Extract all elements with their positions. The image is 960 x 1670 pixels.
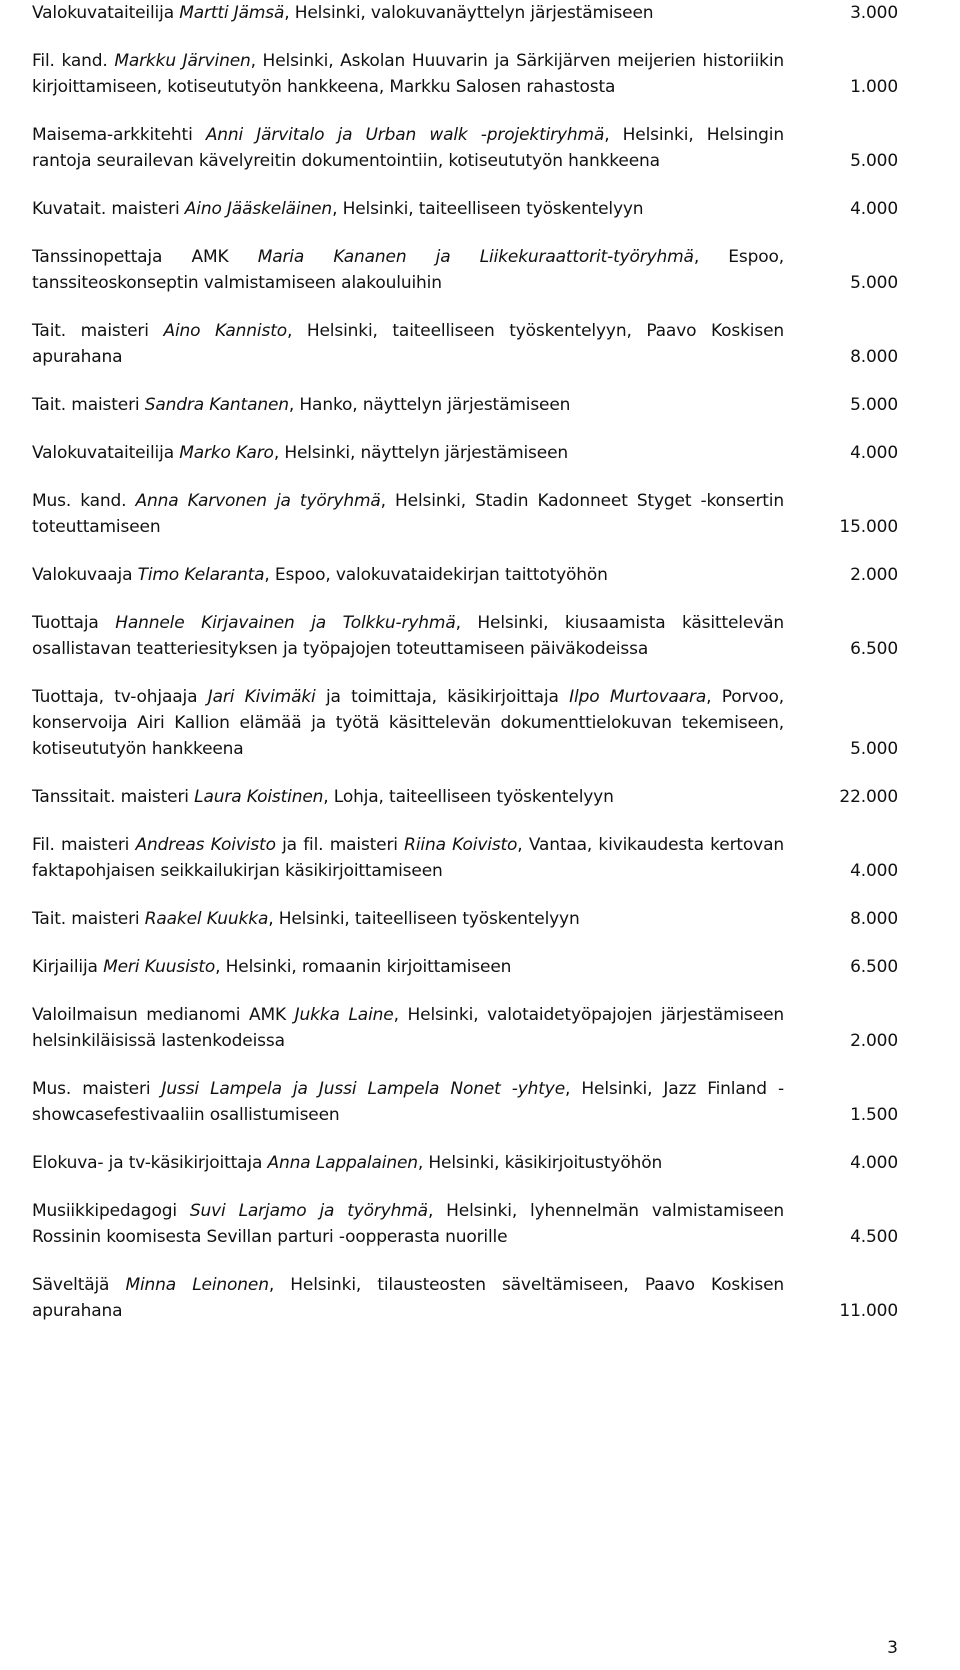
grant-entry <box>32 488 898 540</box>
grant-amount: 4.500 <box>850 1227 898 1247</box>
description-text: Valoilmaisun medianomi AMK <box>32 1005 295 1025</box>
grant-description <box>32 392 784 418</box>
recipient-name: Riina Koivisto <box>404 835 518 855</box>
grant-description <box>32 122 784 174</box>
grant-amount: 6.500 <box>850 639 898 659</box>
description-text: , Helsinki, romaanin kirjoittamiseen <box>215 957 512 977</box>
grant-entry <box>32 196 898 222</box>
description-text: ja fil. maisteri <box>275 835 405 855</box>
grant-amount: 5.000 <box>850 395 898 415</box>
grant-entry <box>32 610 898 662</box>
recipient-name: Marko Karo <box>179 443 274 463</box>
grant-description <box>32 954 784 980</box>
description-text: Mus. kand. <box>32 491 136 511</box>
description-text: , Espoo, tanssiteoskonseptin valmistamiseen alakouluihin <box>32 247 784 293</box>
recipient-name: Laura Koistinen <box>194 787 324 807</box>
grant-amount: 4.000 <box>850 1153 898 1173</box>
recipient-name: Maria Kananen ja Liikekuraattorit-työryhmä <box>257 247 694 267</box>
recipient-name: Anna Karvonen ja työryhmä <box>135 491 381 511</box>
grant-list <box>32 0 898 1346</box>
description-text: , Helsinki, lyhennelmän valmistamiseen Rossinin koomisesta Sevillan parturi -oopperasta nuorille <box>32 1201 785 1247</box>
description-text: Mus. maisteri <box>32 1079 162 1099</box>
grant-entry <box>32 392 898 418</box>
description-text: , Espoo, valokuvataidekirjan taittotyöhön <box>264 565 608 585</box>
grant-amount: 5.000 <box>850 273 898 293</box>
description-text: Säveltäjä <box>32 1275 126 1295</box>
grant-entry <box>32 684 898 762</box>
grant-entry <box>32 954 898 980</box>
description-text: , Helsinki, valotaidetyöpajojen järjestämiseen helsinkiläisissä lastenkodeissa <box>32 1005 785 1051</box>
recipient-name: Anni Järvitalo ja Urban walk -projektiryhmä <box>205 125 605 145</box>
grant-entry <box>32 562 898 588</box>
grant-description <box>32 488 784 540</box>
description-text: Kuvatait. maisteri <box>32 199 185 219</box>
recipient-name: Aino Kannisto <box>163 321 287 341</box>
grant-amount: 2.000 <box>850 1031 898 1051</box>
description-text: , Hanko, näyttelyn järjestämiseen <box>288 395 571 415</box>
grant-entry <box>32 784 898 810</box>
recipient-name: Suvi Larjamo ja työryhmä <box>189 1201 428 1221</box>
grant-description <box>32 1002 784 1054</box>
grant-amount: 4.000 <box>850 443 898 463</box>
grant-amount: 4.000 <box>850 861 898 881</box>
description-text: Tuottaja, tv-ohjaaja <box>32 687 208 707</box>
description-text: , Helsinki, taiteelliseen työskentelyyn, Paavo Koskisen apurahana <box>32 321 784 367</box>
grant-amount: 11.000 <box>839 1301 898 1321</box>
description-text: , Helsinki, taiteelliseen työskentelyyn <box>268 909 580 929</box>
description-text: , Helsinki, Helsingin rantoja seurailevan kävelyreitin dokumentointiin, kotiseututyön hankkeena <box>32 125 784 171</box>
grant-amount: 5.000 <box>850 739 898 759</box>
description-text: Kirjailija <box>32 957 104 977</box>
grant-description <box>32 1076 784 1128</box>
grant-entry <box>32 1272 898 1324</box>
grant-description <box>32 0 784 26</box>
description-text: Tuottaja <box>32 613 116 633</box>
grant-entry <box>32 244 898 296</box>
grant-entry <box>32 48 898 100</box>
description-text: Tait. maisteri <box>32 321 164 341</box>
recipient-name: Jussi Lampela ja Jussi Lampela Nonet -yhtye <box>161 1079 566 1099</box>
description-text: Valokuvataiteilija <box>32 3 180 23</box>
grant-description <box>32 244 784 296</box>
grant-entry <box>32 318 898 370</box>
description-text: Tait. maisteri <box>32 909 145 929</box>
grant-description <box>32 684 784 762</box>
grant-entry <box>32 0 898 26</box>
recipient-name: Markku Järvinen <box>114 51 251 71</box>
grant-amount: 2.000 <box>850 565 898 585</box>
grant-amount: 4.000 <box>850 199 898 219</box>
grant-amount: 1.500 <box>850 1105 898 1125</box>
recipient-name: Jukka Laine <box>294 1005 394 1025</box>
recipient-name: Anna Lappalainen <box>267 1153 418 1173</box>
description-text: , Helsinki, kiusaamista käsittelevän osallistavan teatteriesityksen ja työpajojen toteuttamiseen päiväkodeissa <box>32 613 784 659</box>
grant-description <box>32 1150 784 1176</box>
recipient-name: Meri Kuusisto <box>103 957 216 977</box>
description-text: Musiikkipedagogi <box>32 1201 190 1221</box>
grant-amount: 8.000 <box>850 909 898 929</box>
grant-description <box>32 1198 784 1250</box>
description-text: , Helsinki, Stadin Kadonneet Styget -konsertin toteuttamiseen <box>32 491 785 537</box>
grant-description <box>32 1272 784 1324</box>
description-text: Tanssinopettaja AMK <box>32 247 258 267</box>
description-text: , Helsinki, taiteelliseen työskentelyyn <box>332 199 644 219</box>
grant-description <box>32 48 784 100</box>
grant-description <box>32 318 784 370</box>
grant-description <box>32 610 784 662</box>
recipient-name: Martti Jämsä <box>179 3 285 23</box>
grant-entry <box>32 1198 898 1250</box>
recipient-name: Hannele Kirjavainen ja Tolkku-ryhmä <box>115 613 456 633</box>
grant-amount: 5.000 <box>850 151 898 171</box>
grant-description <box>32 784 784 810</box>
recipient-name: Ilpo Murtovaara <box>569 687 707 707</box>
description-text: Tanssitait. maisteri <box>32 787 195 807</box>
grant-entry <box>32 1076 898 1128</box>
recipient-name: Jari Kivimäki <box>207 687 316 707</box>
description-text: , Helsinki, Jazz Finland - showcasefestivaaliin osallistumiseen <box>32 1079 784 1125</box>
page-number: 3 <box>887 1638 898 1658</box>
description-text: Maisema-arkkitehti <box>32 125 206 145</box>
recipient-name: Sandra Kantanen <box>144 395 289 415</box>
description-text: , Helsinki, Askolan Huuvarin ja Särkijärven meijerien historiikin kirjoittamiseen, kotiseututyön hankkeena, Markku Salosen rahastosta <box>32 51 785 97</box>
grant-amount: 6.500 <box>850 957 898 977</box>
grant-entry <box>32 122 898 174</box>
recipient-name: Andreas Koivisto <box>135 835 276 855</box>
recipient-name: Minna Leinonen <box>125 1275 269 1295</box>
description-text: , Lohja, taiteelliseen työskentelyyn <box>323 787 614 807</box>
description-text: , Helsinki, valokuvanäyttelyn järjestämiseen <box>284 3 654 23</box>
grant-amount: 8.000 <box>850 347 898 367</box>
description-text: Fil. kand. <box>32 51 115 71</box>
grant-description <box>32 196 784 222</box>
description-text: , Helsinki, näyttelyn järjestämiseen <box>273 443 569 463</box>
grant-description <box>32 832 784 884</box>
grant-amount: 15.000 <box>839 517 898 537</box>
description-text: ja toimittaja, käsikirjoittaja <box>315 687 570 707</box>
description-text: Elokuva- ja tv-käsikirjoittaja <box>32 1153 268 1173</box>
grant-entry <box>32 832 898 884</box>
grant-entry <box>32 1150 898 1176</box>
grant-description <box>32 906 784 932</box>
grant-description <box>32 562 784 588</box>
grant-amount: 3.000 <box>850 3 898 23</box>
description-text: Valokuvaaja <box>32 565 138 585</box>
grant-amount: 22.000 <box>839 787 898 807</box>
grant-entry <box>32 440 898 466</box>
recipient-name: Timo Kelaranta <box>137 565 265 585</box>
grant-description <box>32 440 784 466</box>
description-text: Valokuvataiteilija <box>32 443 180 463</box>
recipient-name: Raakel Kuukka <box>144 909 269 929</box>
description-text: , Helsinki, tilausteosten säveltämiseen, Paavo Koskisen apurahana <box>32 1275 785 1321</box>
description-text: Tait. maisteri <box>32 395 145 415</box>
description-text: , Helsinki, käsikirjoitustyöhön <box>417 1153 663 1173</box>
description-text: , Porvoo, konservoija Airi Kallion elämää ja työtä käsittelevän dokumenttielokuvan tekemiseen, kotiseututyön hankkeena <box>32 687 784 759</box>
grant-entry <box>32 906 898 932</box>
recipient-name: Aino Jääskeläinen <box>184 199 333 219</box>
grant-entry <box>32 1002 898 1054</box>
grant-amount: 1.000 <box>850 77 898 97</box>
description-text: Fil. maisteri <box>32 835 136 855</box>
description-text: , Vantaa, kivikaudesta kertovan faktapohjaisen seikkailukirjan käsikirjoittamiseen <box>32 835 784 881</box>
